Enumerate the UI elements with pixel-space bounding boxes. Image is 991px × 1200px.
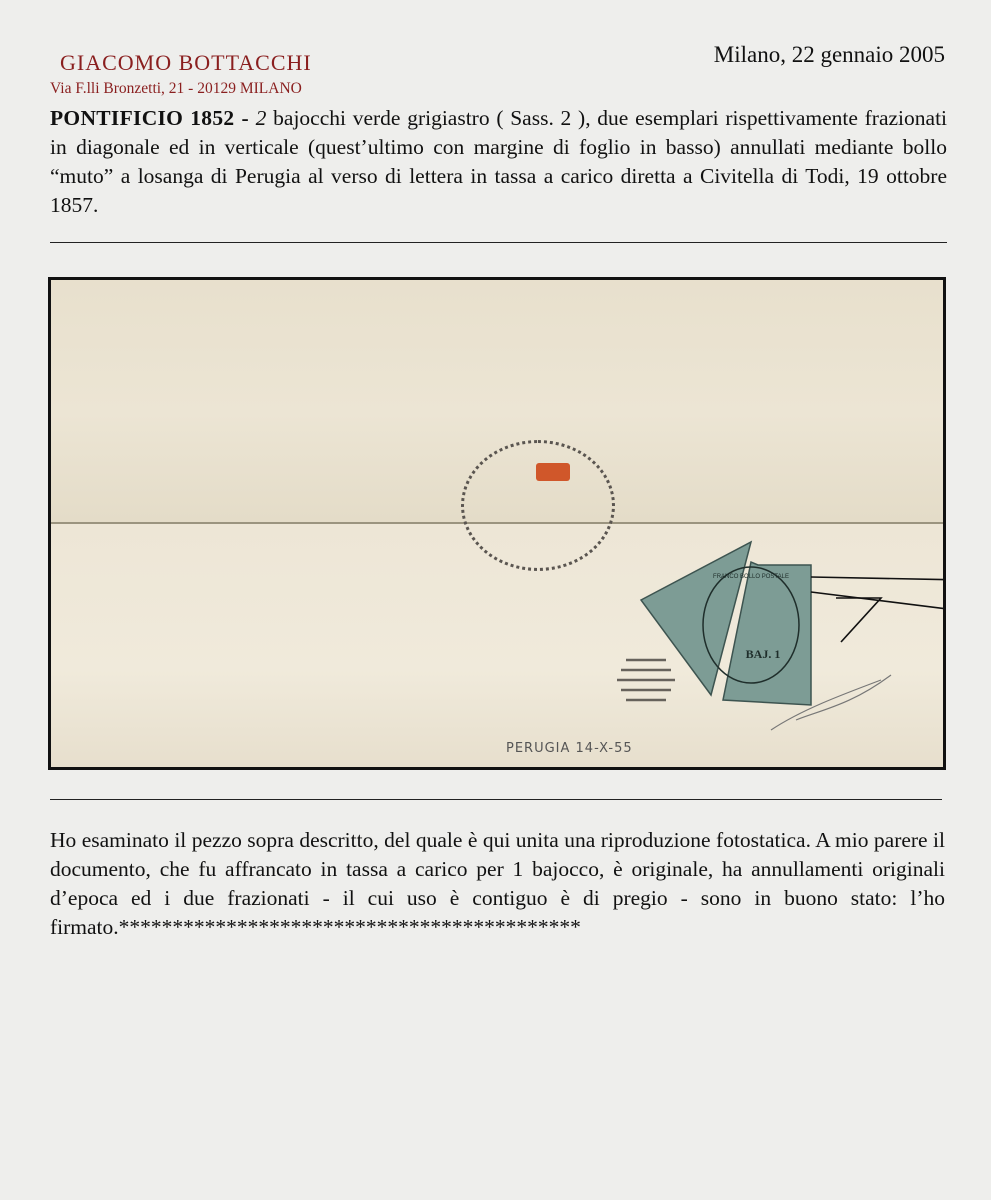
firm-name: GIACOMO BOTTACCHI [60,50,312,75]
cover-details [51,280,943,767]
certificate-date: Milano, 22 gennaio 2005 [713,42,945,67]
pencil-note: PERUGIA 14-X-55 [506,741,633,756]
firm-address: Via F.lli Bronzetti, 21 - 20129 MILANO [50,80,302,97]
lozenge-cancel [617,660,675,700]
item-description [50,104,947,220]
divider-top [50,242,947,243]
pen-marks [811,577,943,642]
cover-photo [48,277,946,770]
certificate-text: Ho esaminato il pezzo sopra descritto, del quale è qui unita una riproduzione fotostatica. A mio parere il documento, che fu affrancato in tassa a carico per 1 bajocco, è originale, ha annullamenti originali d’epoca ed i due frazionati - il cui uso è contiguo è di pregio - sono in buono stato: l’ho firmato.******************************************* [50,828,945,939]
stamp-inscription: FRANCO BOLLO POSTALE [713,574,789,580]
struck-value: 2 [255,106,267,130]
divider-bottom [50,799,942,800]
description-text: bajocchi verde grigiastro ( Sass. 2 ), due esemplari rispettivamente frazionati in diagonale ed in verticale (quest’ultimo con margine di foglio in basso) annullati mediante bollo “muto” a losanga di Perugia al verso di lettera in tassa a carico diretta a Civitella di Todi, 19 ottobre 1857. [50,106,948,217]
stamp-value: BAJ. 1 [745,647,781,661]
item-heading: PONTIFICIO 1852 - [50,106,249,130]
